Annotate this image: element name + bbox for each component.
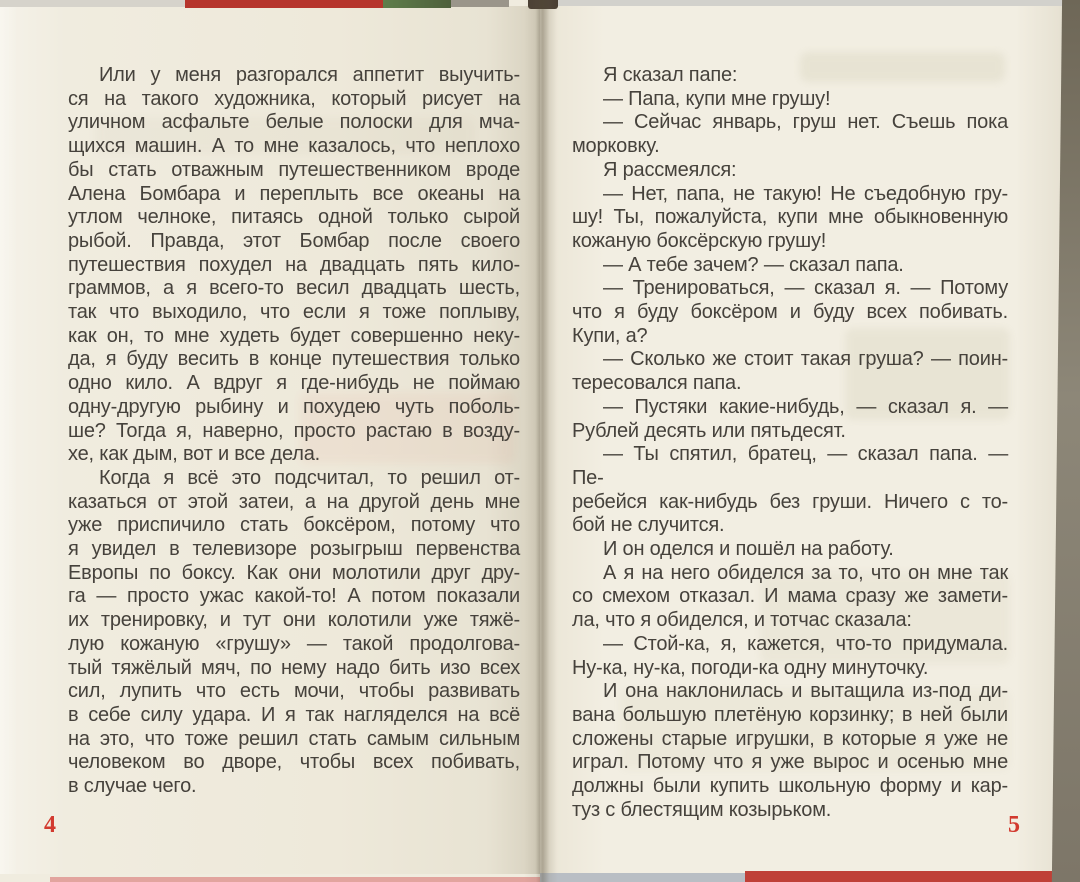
cover-red-strip-bottom [745, 871, 1080, 882]
text-line: щихся машин. А то мне казалось, что неплохо [68, 135, 520, 158]
text-line: утлом челноке, питаясь одной только сырой [68, 206, 520, 229]
text-line: ше? Тогда я, наверно, просто растаю в возду- [68, 419, 520, 442]
paragraph [572, 538, 1008, 562]
text-line: их тренировку, и тут они колотили уже тяжё- [68, 609, 520, 632]
text-line: в случае чего. [68, 775, 197, 798]
text-line: да, я буду весить в конце путешествия только [68, 348, 520, 371]
text-line: уже приспичило стать боксёром, потому что [68, 514, 520, 537]
left-page-edge [0, 6, 17, 874]
text-line: — Нет, папа, не такую! Не съедобную гру- [603, 182, 1008, 205]
text-line: — Пустяки какие-нибудь, — сказал я. — [603, 395, 1008, 418]
page-number-right: 5 [1008, 812, 1020, 838]
page-number-left: 4 [44, 812, 56, 838]
text-line: И она наклонилась и вытащила из-под ди- [603, 680, 1008, 703]
text-line: Я рассмеялся: [603, 158, 737, 181]
text-line: ла, что я обиделся, и тотчас сказала: [572, 609, 912, 632]
text-line: Рублей десять или пятьдесят. [572, 419, 846, 442]
text-line: — Сейчас январь, груш нет. Съешь пока [603, 111, 1008, 134]
text-line: граммов, а я всего-то весил двадцать шесть, [68, 277, 520, 300]
bottom-edge-grey-strip [540, 873, 745, 882]
text-line: — Папа, купи мне грушу! [603, 87, 831, 110]
text-line: рыбой. Правда, этот Бомбар после своего [68, 229, 520, 252]
text-line: — А тебе зачем? — сказал папа. [603, 253, 904, 276]
paragraph [572, 183, 1008, 254]
text-line: Европы по боксу. Как они молотили друг дру- [68, 561, 520, 584]
text-line: на это, что тоже решил стать самым сильным [68, 727, 520, 750]
text-line: — Тренироваться, — сказал я. — Потому [603, 277, 1008, 300]
text-line: тый тяжёлый мяч, по нему надо бить изо всех [68, 656, 520, 679]
text-line: Или у меня разгорался аппетит выучить- [99, 64, 520, 86]
text-line: человеком во дворе, чтобы всех побивать, [68, 751, 520, 774]
paragraph [68, 467, 520, 799]
text-line: что я буду боксёром и буду всех побивать. [572, 301, 1008, 324]
text-line: Я сказал папе: [603, 64, 738, 86]
text-line: тересовался папа. [572, 372, 742, 395]
text-line: га — просто ужас какой-то! А потом показали [68, 585, 520, 608]
paragraph [572, 277, 1008, 348]
text-line: — Стой-ка, я, кажется, что-то придумала. [603, 632, 1008, 655]
paragraph [68, 64, 520, 467]
book-gutter-shadow [524, 0, 558, 882]
text-line: уличном асфальте белые полоски для мча- [68, 111, 520, 134]
text-line: — Ты спятил, братец, — сказал папа. — Пе- [572, 443, 1008, 489]
text-line: сил, лупить что есть мочи, чтобы развивать [68, 680, 520, 703]
paragraph [572, 88, 1008, 112]
paragraph [572, 159, 1008, 183]
text-line: одно кило. А вдруг я где-нибудь не поймаю [68, 372, 520, 395]
text-line: И он оделся и пошёл на работу. [603, 538, 894, 561]
text-line: должны были купить школьную форму и кар- [572, 775, 1008, 798]
paragraph [572, 348, 1008, 395]
top-edge-shadow-strip [451, 0, 509, 7]
cover-green-strip-top [383, 0, 451, 8]
text-line: одну-другую рыбину и похудею чуть поболь- [68, 395, 520, 418]
text-line: Ну-ка, ну-ка, погоди-ка одну минуточку. [572, 656, 929, 679]
text-line: Купи, а? [572, 324, 648, 347]
text-line: вана большую плетёную корзинку; в ней были [572, 703, 1008, 726]
cover-pink-strip-bottom [50, 877, 540, 882]
text-line: шу! Ты, пожалуйста, купи мне обыкновенную [572, 206, 1008, 229]
text-line: морковку. [572, 135, 660, 158]
right-text-column [572, 64, 1008, 823]
text-line: в себе силу удара. И я так нагляделся на всё [68, 703, 520, 726]
paragraph [572, 562, 1008, 633]
text-line: хе, как дым, вот и все дела. [68, 443, 321, 466]
text-line: так что выходило, что если я тоже поплыву, [68, 301, 520, 324]
cover-red-strip-top [185, 0, 383, 8]
text-line: я увидел в телевизоре розыгрыш первенства [68, 538, 520, 561]
left-text-column [68, 64, 520, 799]
text-line: А я на него обиделся за то, что он мне так [603, 561, 1008, 584]
text-line: играл. Потому что я уже вырос и осенью мне [572, 751, 1008, 774]
top-edge-grey-strip [0, 0, 185, 7]
text-line: — Сколько же стоит такая груша? — поин- [603, 348, 1008, 371]
text-line: путешествия похудел на двадцать пять кило- [68, 253, 520, 276]
text-line: как он, то мне худеть будет совершенно неку- [68, 324, 520, 347]
text-line: Алена Бомбара и переплыть все океаны на [68, 182, 520, 205]
paragraph [572, 396, 1008, 443]
paragraph [572, 680, 1008, 822]
paragraph [572, 443, 1008, 538]
text-line: Когда я всё это подсчитал, то решил от- [99, 466, 520, 489]
text-line: туз с блестящим козырьком. [572, 798, 832, 821]
text-line: со смехом отказал. И мама сразу же замети- [572, 585, 1008, 608]
text-line: кожаную боксёрскую грушу! [572, 229, 827, 252]
text-line: бой не случится. [572, 514, 725, 537]
text-line: лую кожаную «грушу» — такой продолгова- [68, 632, 520, 655]
text-line: бы стать отважным путешественником вроде [68, 158, 520, 181]
paragraph [572, 64, 1008, 88]
text-line: сложены старые игрушки, в которые я уже не [572, 727, 1008, 750]
paragraph [572, 111, 1008, 158]
text-line: ребейся как-нибудь без груши. Ничего с то- [572, 490, 1008, 513]
top-edge-grey-strip-right [558, 0, 1080, 6]
paragraph [572, 254, 1008, 278]
text-line: казаться от этой затеи, а на другой день мне [68, 490, 520, 513]
paragraph [572, 633, 1008, 680]
text-line: ся на такого художника, который рисует на [68, 87, 520, 110]
